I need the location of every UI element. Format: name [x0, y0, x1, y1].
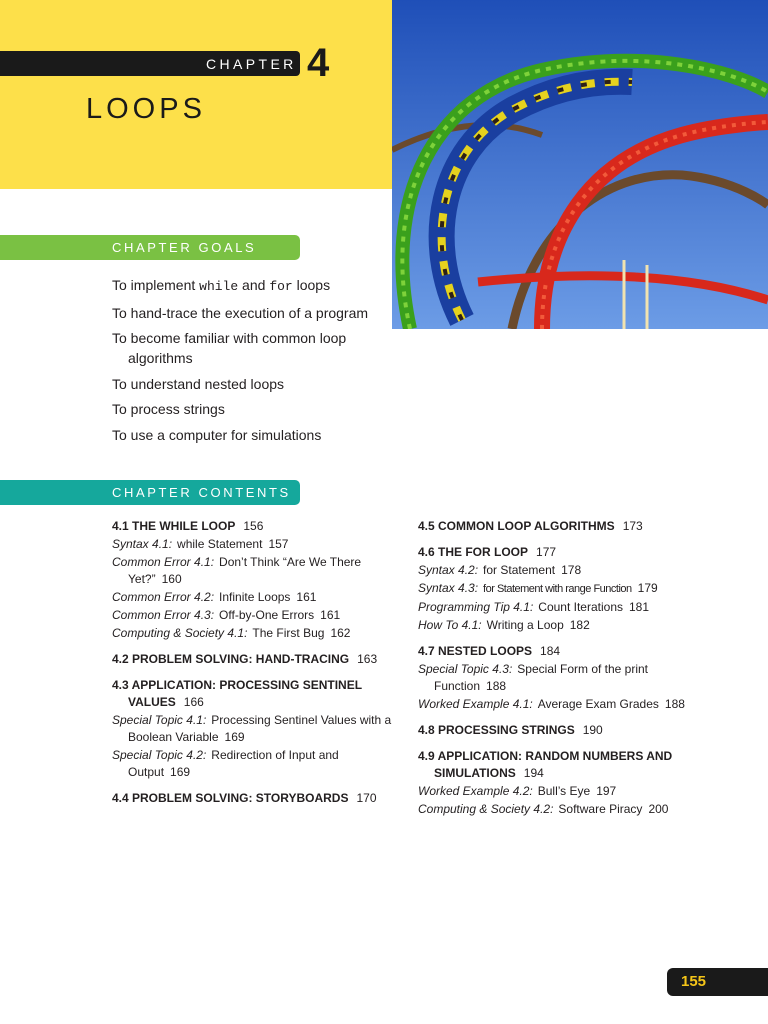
entry-type: Programming Tip 4.1:: [418, 600, 534, 614]
page-ref: 169: [224, 730, 245, 744]
goal-item: To understand nested loops: [112, 375, 285, 392]
entry-type: Computing & Society 4.1:: [112, 626, 248, 640]
subsection-entry: [112, 554, 402, 588]
subsection-entry: [112, 625, 402, 642]
subsection-entry: [418, 617, 708, 634]
entry-type: Common Error 4.2:: [112, 590, 215, 604]
entry-type: Special Topic 4.3:: [418, 662, 513, 676]
subsection-entry: [418, 801, 708, 818]
entry-title: Bull’s Eye: [537, 784, 591, 798]
section-title: 4.6 THE FOR LOOP: [418, 545, 529, 559]
section-entry: [418, 748, 708, 782]
entry-title: Writing a Loop: [486, 618, 564, 632]
chapter-goals-list: [112, 275, 402, 451]
page-ref: 177: [536, 545, 557, 559]
entry-type: Worked Example 4.1:: [418, 697, 533, 711]
entry-title: Don’t Think “Are We There Yet?”: [128, 555, 362, 586]
page-ref: 181: [629, 600, 650, 614]
entry-title: The First Bug: [252, 626, 325, 640]
entry-type: Special Topic 4.2:: [112, 748, 207, 762]
section-entry: [418, 722, 708, 739]
page-ref: 179: [637, 581, 658, 595]
contents-right-column: [418, 518, 708, 818]
goal-text: To implement: [112, 277, 200, 293]
section-entry: [418, 518, 708, 535]
goal-code: for: [269, 279, 293, 294]
entry-type: Worked Example 4.2:: [418, 784, 533, 798]
chapter-goals-heading: CHAPTER GOALS: [112, 240, 257, 255]
section-title: 4.5 COMMON LOOP ALGORITHMS: [418, 519, 615, 533]
entry-type: Syntax 4.2:: [418, 563, 479, 577]
page-ref: 197: [596, 784, 617, 798]
section-entry: [112, 651, 402, 668]
page-ref: 161: [296, 590, 317, 604]
page-ref: 182: [569, 618, 590, 632]
page-ref: 163: [357, 652, 378, 666]
goal-code: while: [199, 279, 239, 294]
page-number-tab: [667, 968, 768, 996]
chapter-title: LOOPS: [86, 93, 206, 125]
page-number: 155: [681, 973, 707, 990]
goal-text: loops: [292, 277, 331, 293]
page-ref: 170: [356, 791, 377, 805]
entry-type: How To 4.1:: [418, 618, 482, 632]
subsection-entry: [112, 747, 402, 781]
subsection-entry: [112, 607, 402, 624]
subsection-entry: [418, 696, 708, 713]
entry-title: for Statement: [483, 563, 556, 577]
page-ref: 184: [540, 644, 561, 658]
subsection-entry: [418, 562, 708, 579]
entry-type: Common Error 4.3:: [112, 608, 215, 622]
entry-title: Average Exam Grades: [537, 697, 659, 711]
subsection-entry: [418, 580, 708, 598]
goal-item: [112, 275, 402, 297]
section-title: 4.9 APPLICATION: RANDOM NUMBERS AND SIMULATIONS: [418, 749, 673, 780]
page-ref: 156: [243, 519, 264, 533]
subsection-entry: [112, 712, 402, 746]
entry-title: Infinite Loops: [219, 590, 291, 604]
entry-type: Syntax 4.1:: [112, 537, 173, 551]
entry-title: while Statement: [177, 537, 263, 551]
goal-item: To use a computer for simulations: [112, 426, 322, 443]
section-entry: [112, 518, 402, 535]
chapter-contents-heading: CHAPTER CONTENTS: [112, 485, 291, 500]
entry-type: Common Error 4.1:: [112, 555, 215, 569]
entry-title: Count Iterations: [538, 600, 623, 614]
goal-item: To process strings: [112, 401, 225, 418]
page-ref: 157: [268, 537, 289, 551]
page-ref: 162: [330, 626, 351, 640]
chapter-contents-banner: [0, 480, 300, 505]
page-ref: 169: [170, 765, 191, 779]
section-entry: [418, 544, 708, 561]
section-title: 4.1 THE WHILE LOOP: [112, 519, 236, 533]
page-ref: 173: [622, 519, 643, 533]
roller-coaster-photo: [392, 0, 768, 329]
subsection-entry: [112, 589, 402, 606]
section-title: 4.3 APPLICATION: PROCESSING SENTINEL VALUES: [112, 678, 362, 709]
entry-title: Redirection of Input and Output: [128, 748, 339, 779]
goal-item: To hand-trace the execution of a program: [112, 304, 369, 321]
chapter-number: 4: [307, 41, 330, 85]
section-title: 4.7 NESTED LOOPS: [418, 644, 533, 658]
entry-type: Special Topic 4.1:: [112, 713, 207, 727]
page-ref: 161: [320, 608, 341, 622]
subsection-entry: [418, 599, 708, 616]
chapter-label: CHAPTER: [206, 56, 297, 72]
page-ref: 194: [523, 766, 544, 780]
section-entry: [418, 643, 708, 660]
page-ref: 188: [664, 697, 685, 711]
section-entry: [112, 677, 402, 711]
section-entry: [112, 790, 402, 807]
section-title: 4.2 PROBLEM SOLVING: HAND-TRACING: [112, 652, 350, 666]
page-ref: 160: [161, 572, 182, 586]
subsection-entry: [418, 783, 708, 800]
page-ref: 188: [486, 679, 507, 693]
section-title: 4.4 PROBLEM SOLVING: STORYBOARDS: [112, 791, 349, 805]
section-title: 4.8 PROCESSING STRINGS: [418, 723, 575, 737]
contents-left-column: [112, 518, 402, 807]
subsection-entry: [112, 536, 402, 553]
goal-item: To become familiar with common loop algorithms: [112, 330, 347, 367]
goal-text: and: [238, 277, 270, 293]
chapter-goals-banner: [0, 235, 300, 260]
entry-title: Off-by-One Errors: [219, 608, 315, 622]
entry-type: Computing & Society 4.2:: [418, 802, 554, 816]
entry-title: for Statement with range Function: [483, 583, 632, 595]
page-ref: 178: [561, 563, 582, 577]
page-ref: 190: [582, 723, 603, 737]
page-ref: 166: [183, 695, 204, 709]
page-ref: 200: [648, 802, 669, 816]
entry-type: Syntax 4.3:: [418, 581, 479, 595]
entry-title: Processing Sentinel Values with a Boolean Variable: [128, 713, 392, 744]
entry-title: Software Piracy: [558, 802, 643, 816]
subsection-entry: [418, 661, 708, 695]
entry-title: Special Form of the print Function: [434, 662, 649, 693]
